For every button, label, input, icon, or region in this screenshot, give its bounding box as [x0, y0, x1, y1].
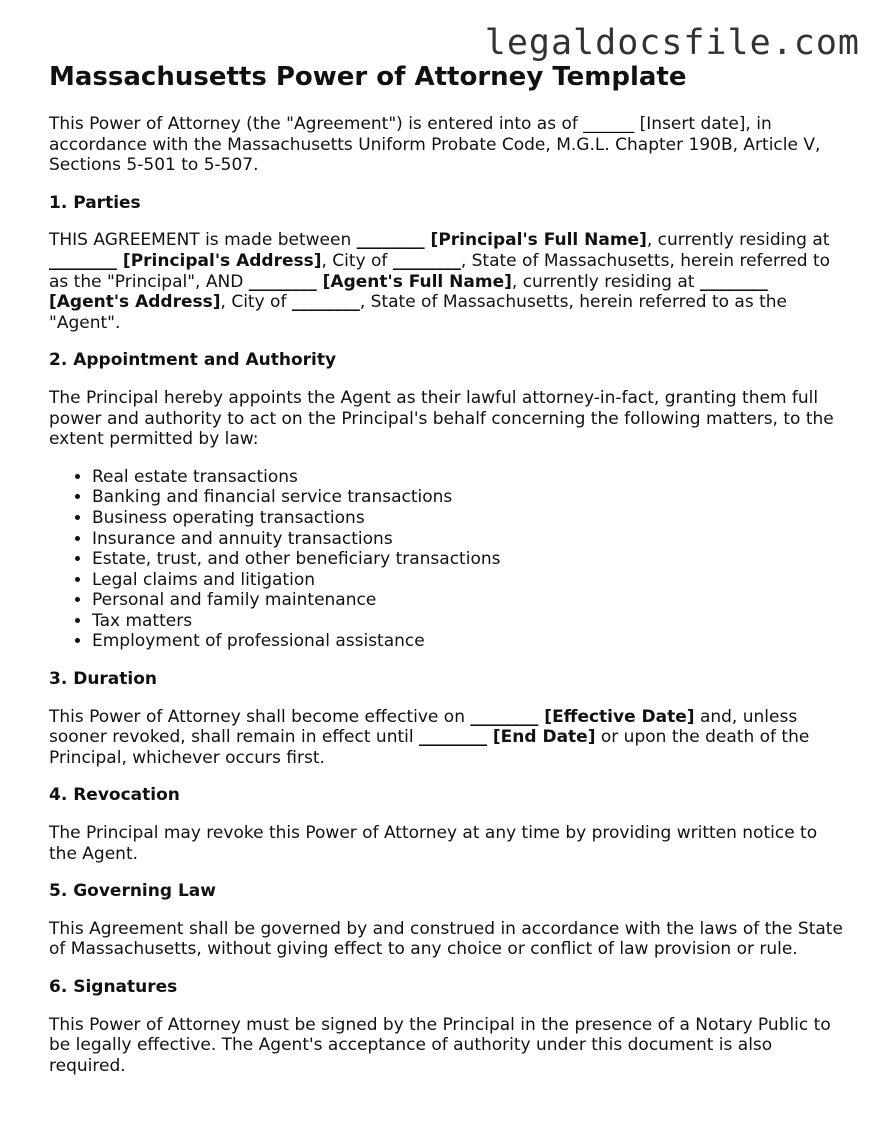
agent-address-field: ________ [Agent's Address]: [49, 271, 768, 313]
list-item: • Banking and financial service transactions: [92, 487, 849, 508]
list-item: • Estate, trust, and other beneficiary transactions: [92, 549, 849, 570]
parties-text-5: , currently residing at: [511, 271, 700, 292]
parties-text-7: , State of Massachusetts, herein referred to as the "Agent".: [49, 292, 788, 333]
duration-text-3: or upon the death of the Principal, whichever occurs first.: [49, 727, 810, 768]
section-heading-duration: 3. Duration: [49, 669, 158, 690]
list-item: • Employment of professional assistance: [92, 631, 849, 652]
signatures-paragraph: This Power of Attorney must be signed by the Principal in the presence of a Notary Public to be legally effective. The Agent's acceptance of authority under this document is also required.: [49, 1014, 831, 1076]
revocation-paragraph: The Principal may revoke this Power of Attorney at any time by providing written notice to the Agent.: [49, 823, 818, 864]
agent-name-field: ________ [Agent's Full Name]: [248, 271, 512, 292]
list-item: • Real estate transactions: [92, 467, 849, 488]
list-item: • Personal and family maintenance: [92, 590, 849, 611]
intro-paragraph: This Power of Attorney (the "Agreement") is entered into as of ______ [Insert date], in accordance with the Massachusetts Uniform Probate Code, M.G.L. Chapter 190B, Article V, Sections 5-501 to 5-507.: [49, 114, 821, 176]
principal-city-field: ________: [392, 250, 461, 271]
parties-text-1: THIS AGREEMENT is made between: [49, 230, 357, 251]
section-heading-appointment: 2. Appointment and Authority: [49, 350, 337, 371]
principal-name-field: ________ [Principal's Full Name]: [356, 230, 647, 251]
document-page: [49, 60, 849, 1076]
section-heading-governing-law: 5. Governing Law: [49, 881, 216, 902]
site-watermark: legaldocsfile.com: [484, 23, 860, 63]
authority-list: [49, 467, 849, 652]
end-date-field: ________ [End Date]: [418, 727, 596, 748]
duration-paragraph: [49, 707, 849, 769]
governing-law-paragraph: This Agreement shall be governed by and construed in accordance with the laws of the State of Massachusetts, without giving effect to any choice or conflict of law provision or rule.: [49, 918, 843, 960]
appointment-paragraph: The Principal hereby appoints the Agent as their lawful attorney-in-fact, granting them full power and authority to act on the Principal's behalf concerning the following matters, to the extent permitted by law:: [49, 387, 834, 450]
list-item: • Insurance and annuity transactions: [92, 529, 849, 550]
effective-date-field: ________ [Effective Date]: [470, 706, 695, 727]
list-item: • Legal claims and litigation: [92, 570, 849, 591]
duration-text-1: This Power of Attorney shall become effective on: [49, 706, 471, 727]
document-title: Massachusetts Power of Attorney Template: [49, 62, 687, 92]
list-item: • Tax matters: [92, 611, 849, 632]
agent-city-field: ________: [291, 292, 360, 313]
parties-text-4: , State of Massachusetts, herein referred to as the "Principal", AND: [49, 250, 831, 292]
list-item: • Business operating transactions: [92, 508, 849, 529]
principal-address-field: ________ [Principal's Address]: [49, 250, 322, 271]
section-heading-revocation: 4. Revocation: [49, 785, 180, 806]
section-heading-signatures: 6. Signatures: [49, 977, 178, 997]
parties-text-2: , currently residing at: [646, 230, 830, 251]
parties-paragraph: [49, 230, 849, 333]
duration-text-2: and, unless sooner revoked, shall remain in effect until: [49, 706, 798, 748]
section-heading-parties: 1. Parties: [49, 192, 141, 213]
parties-text-6: , City of: [220, 292, 292, 313]
parties-text-3: , City of: [321, 250, 393, 271]
